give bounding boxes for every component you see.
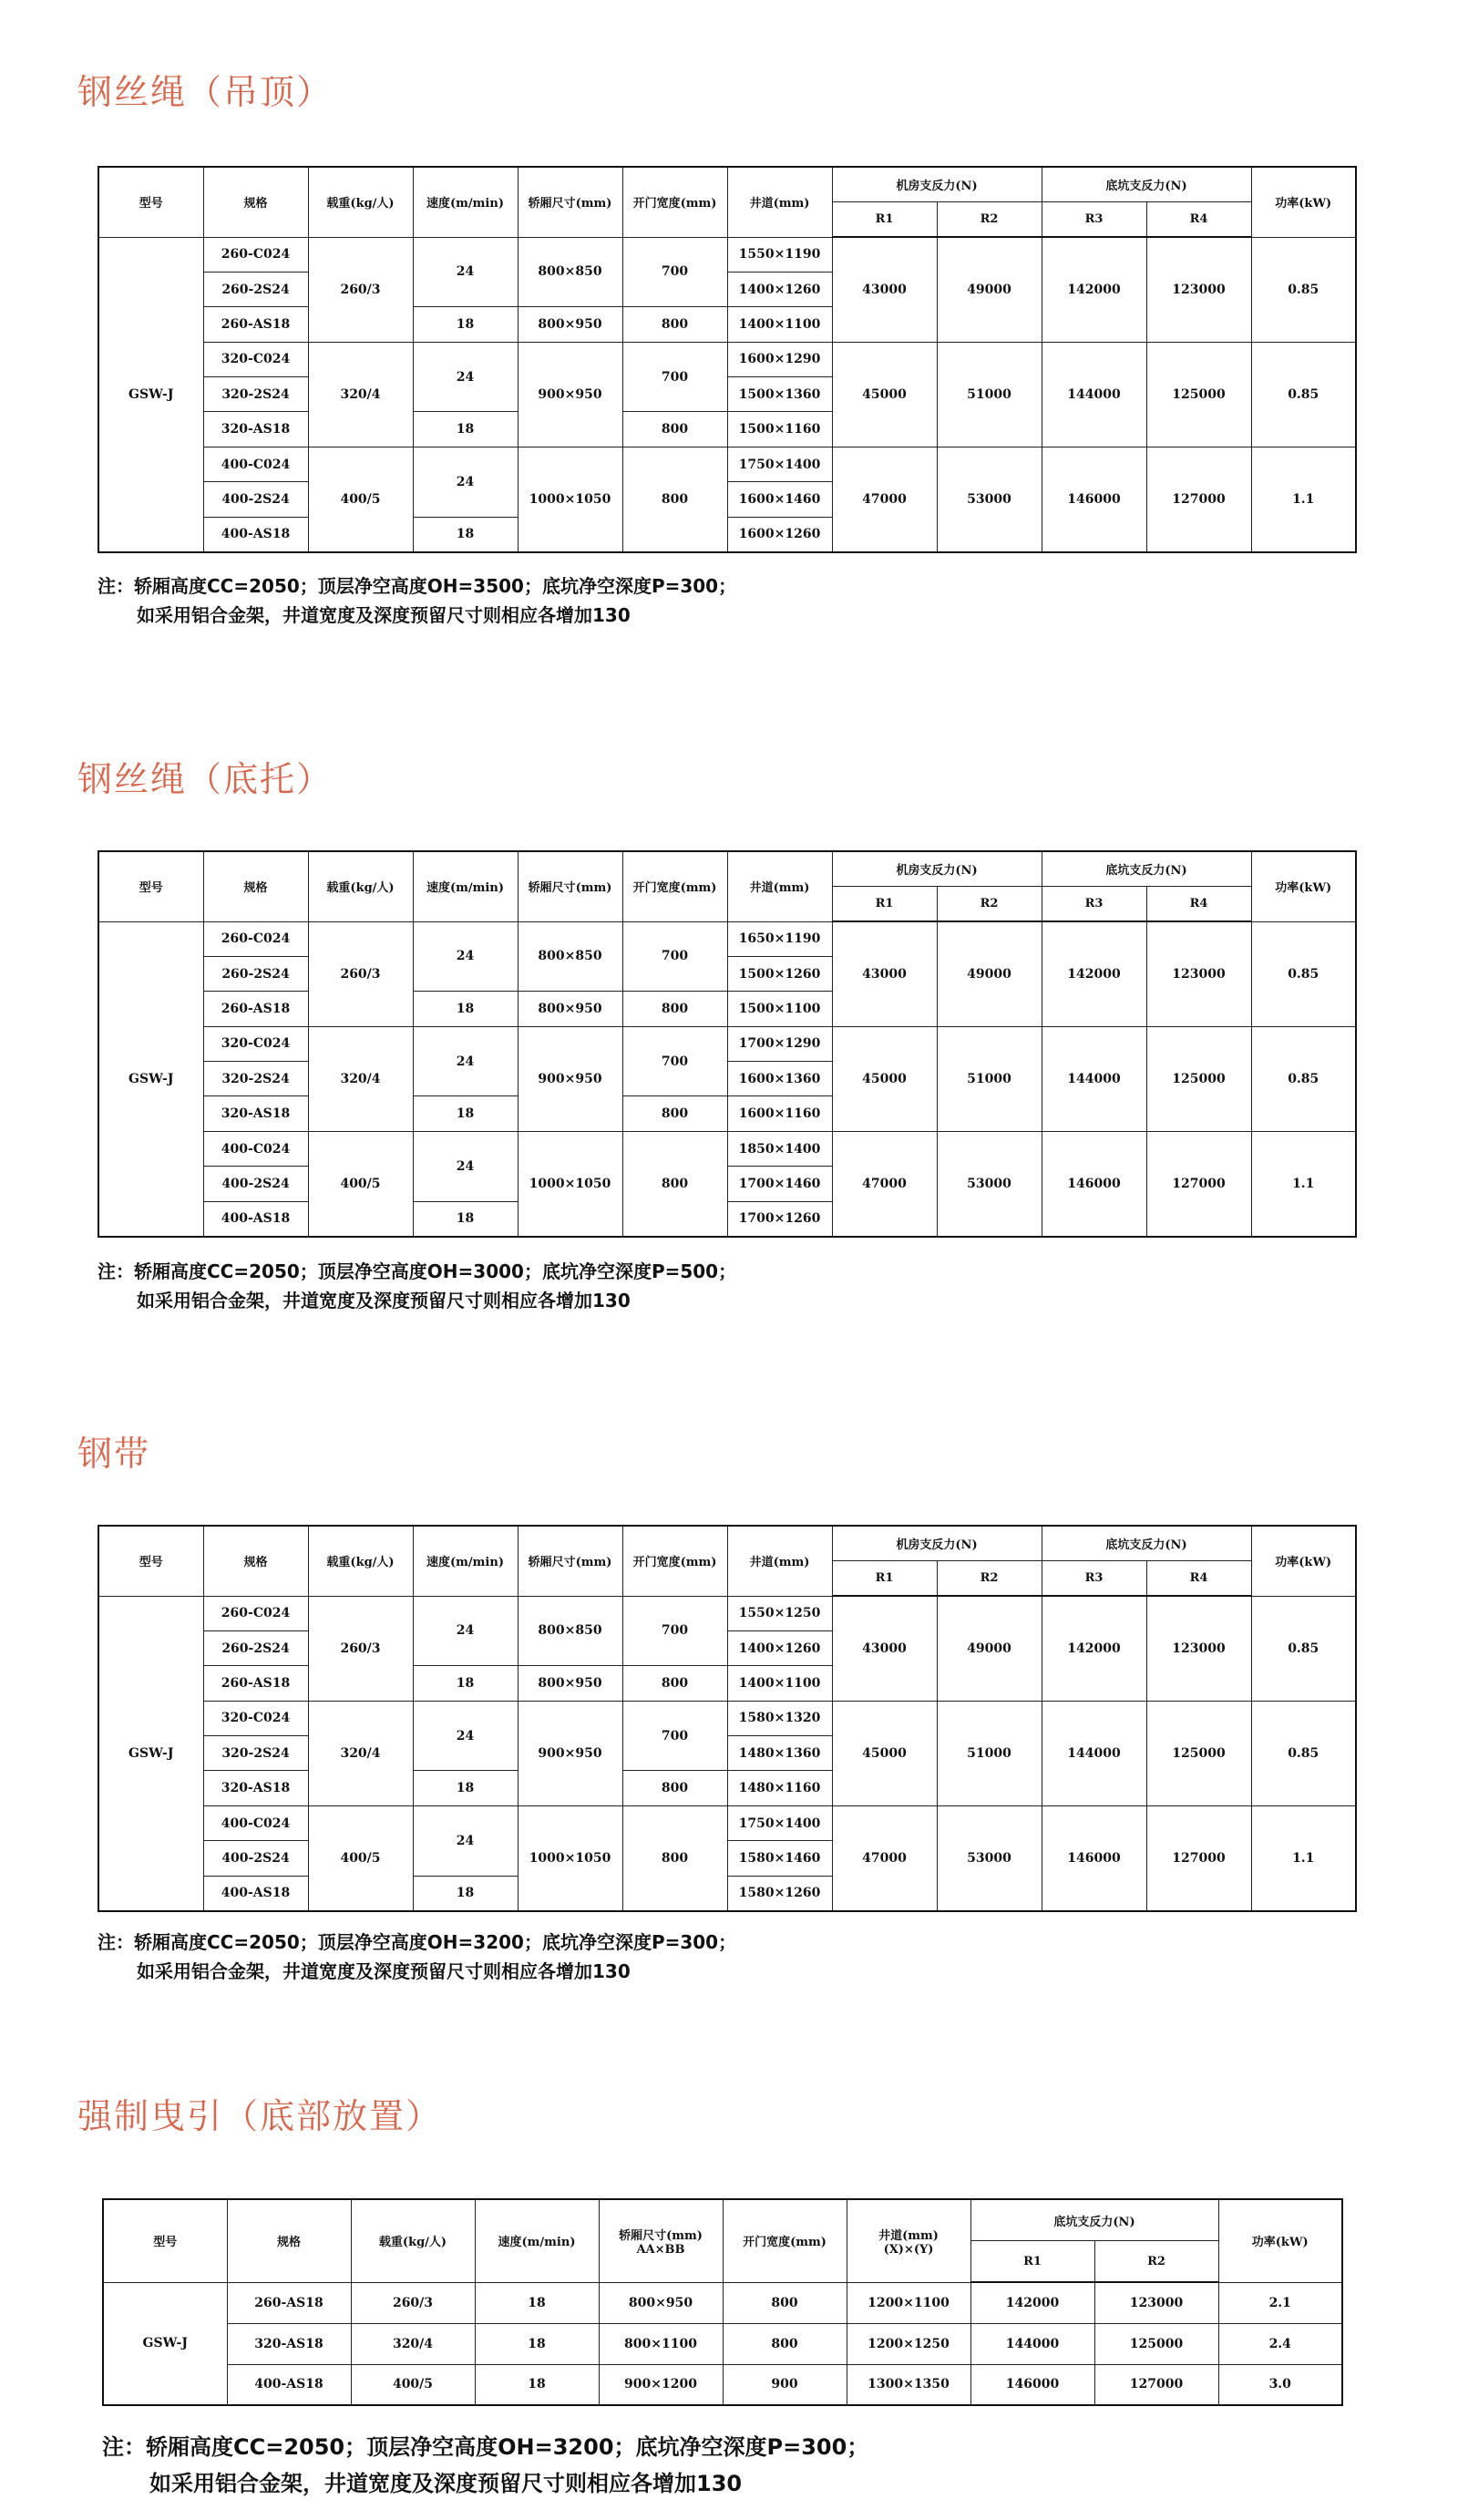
cell-door: 800 <box>622 412 727 447</box>
cell-power: 0.85 <box>1251 1701 1356 1805</box>
cell-spec: 400-C024 <box>203 447 308 481</box>
header-pit-force: 底坑支反力(N) <box>1042 851 1251 887</box>
header-pit-force: 底坑支反力(N) <box>1042 167 1251 202</box>
cell-power: 0.85 <box>1251 342 1356 447</box>
cell-door: 800 <box>622 307 727 342</box>
table-row <box>98 1701 1356 1735</box>
cell-car-size: 800×950 <box>599 2282 723 2323</box>
table-row <box>98 1131 1356 1166</box>
cell-load: 320/4 <box>308 342 413 447</box>
header-spec: 规格 <box>227 2199 351 2282</box>
cell-load: 320/4 <box>351 2323 475 2364</box>
cell-speed: 18 <box>413 1666 518 1701</box>
cell-shaft: 1400×1100 <box>727 1666 832 1701</box>
cell-r1: 43000 <box>832 921 937 1026</box>
header-load: 载重(kg/人) <box>308 851 413 921</box>
cell-power: 0.85 <box>1251 1596 1356 1701</box>
cell-shaft: 1550×1250 <box>727 1596 832 1630</box>
header-r3: R3 <box>1042 1561 1146 1597</box>
cell-car-size: 900×950 <box>518 342 622 447</box>
header-shaft-sub: (X)×(Y) <box>883 2242 934 2257</box>
cell-shaft: 1600×1260 <box>727 517 832 551</box>
header-machine-room-force: 机房支反力(N) <box>832 1526 1042 1561</box>
cell-spec: 320-AS18 <box>203 1096 308 1131</box>
cell-spec: 400-AS18 <box>203 1876 308 1910</box>
header-shaft <box>847 2199 970 2282</box>
cell-r1: 142000 <box>970 2282 1094 2323</box>
header-model: 型号 <box>103 2199 227 2282</box>
header-car-size: 轿厢尺寸(mm) <box>518 1526 622 1596</box>
table-row <box>98 447 1356 481</box>
cell-car-size: 800×850 <box>518 921 622 992</box>
cell-door: 800 <box>723 2282 847 2323</box>
header-r1: R1 <box>832 202 937 238</box>
cell-shaft: 1200×1100 <box>847 2282 970 2323</box>
cell-spec: 260-2S24 <box>203 956 308 991</box>
table-row <box>103 2364 1342 2405</box>
cell-spec: 320-2S24 <box>203 1062 308 1096</box>
cell-speed: 18 <box>413 517 518 551</box>
note <box>102 2429 868 2502</box>
cell-shaft: 1500×1160 <box>727 412 832 447</box>
cell-spec: 400-AS18 <box>227 2364 351 2405</box>
cell-model: GSW-J <box>98 921 203 1237</box>
table-row <box>98 1026 1356 1061</box>
cell-door: 700 <box>622 1701 727 1771</box>
header-door-width: 开门宽度(mm) <box>622 1526 727 1596</box>
cell-spec: 260-AS18 <box>227 2282 351 2323</box>
header-car-size-sub: AA×BB <box>636 2242 685 2257</box>
cell-car-size: 900×950 <box>518 1701 622 1805</box>
cell-door: 800 <box>622 1805 727 1910</box>
cell-spec: 320-2S24 <box>203 377 308 412</box>
table-row <box>103 2282 1342 2323</box>
cell-load: 260/3 <box>351 2282 475 2323</box>
cell-power: 1.1 <box>1251 1131 1356 1236</box>
cell-model: GSW-J <box>98 237 203 552</box>
header-shaft: 井道(mm) <box>727 1526 832 1596</box>
cell-shaft: 1500×1360 <box>727 377 832 412</box>
cell-shaft: 1480×1360 <box>727 1736 832 1771</box>
table-row <box>98 1805 1356 1840</box>
note-line-2: 如采用铝合金架，井道宽度及深度预留尺寸则相应各增加130 <box>137 1290 631 1311</box>
cell-speed: 18 <box>413 1096 518 1131</box>
cell-shaft: 1550×1190 <box>727 237 832 272</box>
header-spec: 规格 <box>203 851 308 921</box>
cell-r1: 47000 <box>832 447 937 551</box>
cell-car-size: 800×950 <box>518 1666 622 1701</box>
cell-shaft: 1400×1260 <box>727 272 832 306</box>
header-door-width: 开门宽度(mm) <box>622 167 727 237</box>
cell-spec: 400-2S24 <box>203 1841 308 1876</box>
header-power: 功率(kW) <box>1251 851 1356 921</box>
cell-car-size: 900×1200 <box>599 2364 723 2405</box>
cell-car-size: 800×850 <box>518 237 622 307</box>
cell-door: 700 <box>622 921 727 992</box>
header-r2: R2 <box>937 1561 1042 1597</box>
cell-r1: 45000 <box>832 1701 937 1805</box>
cell-power: 2.4 <box>1218 2323 1342 2364</box>
note-line-2: 如采用铝合金架，井道宽度及深度预留尺寸则相应各增加130 <box>137 604 631 626</box>
cell-model: GSW-J <box>98 1596 203 1911</box>
cell-spec: 320-C024 <box>203 1026 308 1061</box>
cell-power: 0.85 <box>1251 1026 1356 1131</box>
cell-shaft: 1400×1260 <box>727 1630 832 1665</box>
cell-car-size: 800×1100 <box>599 2323 723 2364</box>
cell-spec: 260-AS18 <box>203 992 308 1026</box>
cell-door: 700 <box>622 237 727 307</box>
cell-shaft: 1580×1320 <box>727 1701 832 1735</box>
cell-shaft: 1500×1260 <box>727 956 832 991</box>
spec-table-bottom-placement <box>102 2198 1343 2406</box>
header-car-size <box>599 2199 723 2282</box>
header-machine-room-force: 机房支反力(N) <box>832 851 1042 887</box>
cell-load: 320/4 <box>308 1026 413 1131</box>
header-r2: R2 <box>1094 2241 1218 2283</box>
cell-car-size: 900×950 <box>518 1026 622 1131</box>
cell-speed: 18 <box>413 992 518 1026</box>
cell-spec: 400-C024 <box>203 1805 308 1840</box>
cell-speed: 18 <box>475 2323 599 2364</box>
header-car-size: 轿厢尺寸(mm) <box>518 167 622 237</box>
cell-r3: 144000 <box>1042 342 1146 447</box>
header-load: 载重(kg/人) <box>351 2199 475 2282</box>
cell-r2: 51000 <box>937 342 1042 447</box>
note-line-1: 注：轿厢高度CC=2050；顶层净空高度OH=3200；底坑净空深度P=300； <box>102 2434 869 2460</box>
cell-r4: 125000 <box>1146 1026 1251 1131</box>
cell-power: 1.1 <box>1251 447 1356 551</box>
header-r4: R4 <box>1146 887 1251 922</box>
header-shaft: 井道(mm) <box>727 851 832 921</box>
cell-spec: 320-2S24 <box>203 1736 308 1771</box>
cell-speed: 24 <box>413 447 518 517</box>
cell-spec: 260-AS18 <box>203 307 308 342</box>
cell-shaft: 1400×1100 <box>727 307 832 342</box>
cell-spec: 320-AS18 <box>227 2323 351 2364</box>
cell-door: 700 <box>622 1596 727 1666</box>
header-model: 型号 <box>98 1526 203 1596</box>
cell-r1: 144000 <box>970 2323 1094 2364</box>
header-r4: R4 <box>1146 202 1251 238</box>
cell-door: 800 <box>622 1096 727 1131</box>
cell-spec: 320-AS18 <box>203 412 308 447</box>
cell-load: 400/5 <box>351 2364 475 2405</box>
cell-speed: 18 <box>413 412 518 447</box>
cell-r2: 51000 <box>937 1026 1042 1131</box>
cell-spec: 320-C024 <box>203 342 308 376</box>
cell-car-size: 1000×1050 <box>518 1131 622 1236</box>
cell-power: 0.85 <box>1251 237 1356 342</box>
note <box>98 1257 736 1315</box>
header-r2: R2 <box>937 887 1042 922</box>
cell-speed: 24 <box>413 1596 518 1666</box>
cell-door: 900 <box>723 2364 847 2405</box>
cell-r1: 45000 <box>832 342 937 447</box>
cell-speed: 18 <box>413 1771 518 1805</box>
cell-r2: 49000 <box>937 1596 1042 1701</box>
table-row <box>98 237 1356 272</box>
note-line-2: 如采用铝合金架，井道宽度及深度预留尺寸则相应各增加130 <box>137 1960 631 1982</box>
cell-r3: 144000 <box>1042 1026 1146 1131</box>
table-row <box>98 1596 1356 1630</box>
cell-speed: 24 <box>413 237 518 307</box>
cell-load: 260/3 <box>308 921 413 1026</box>
cell-speed: 18 <box>413 1876 518 1910</box>
cell-r3: 142000 <box>1042 237 1146 342</box>
header-speed: 速度(m/min) <box>413 167 518 237</box>
cell-door: 800 <box>622 992 727 1026</box>
cell-r1: 47000 <box>832 1805 937 1910</box>
cell-spec: 400-AS18 <box>203 1201 308 1236</box>
cell-r2: 51000 <box>937 1701 1042 1805</box>
cell-r3: 146000 <box>1042 447 1146 551</box>
cell-power: 3.0 <box>1218 2364 1342 2405</box>
header-spec: 规格 <box>203 1526 308 1596</box>
cell-door: 700 <box>622 1026 727 1096</box>
cell-r4: 127000 <box>1146 1805 1251 1910</box>
cell-load: 320/4 <box>308 1701 413 1805</box>
note-line-2: 如采用铝合金架，井道宽度及深度预留尺寸则相应各增加130 <box>149 2471 743 2496</box>
cell-door: 800 <box>723 2323 847 2364</box>
cell-r2: 49000 <box>937 921 1042 1026</box>
note-line-1: 注：轿厢高度CC=2050；顶层净空高度OH=3500；底坑净空深度P=300； <box>98 575 737 597</box>
cell-shaft: 1300×1350 <box>847 2364 970 2405</box>
header-door-width: 开门宽度(mm) <box>723 2199 847 2282</box>
header-pit-force: 底坑支反力(N) <box>970 2199 1218 2241</box>
cell-load: 260/3 <box>308 1596 413 1701</box>
cell-car-size: 800×950 <box>518 992 622 1026</box>
cell-spec: 260-2S24 <box>203 1630 308 1665</box>
header-r1: R1 <box>832 1561 937 1597</box>
cell-r4: 125000 <box>1146 1701 1251 1805</box>
cell-shaft: 1600×1290 <box>727 342 832 376</box>
cell-r4: 127000 <box>1146 447 1251 551</box>
spec-table <box>98 166 1357 553</box>
cell-spec: 260-C024 <box>203 1596 308 1630</box>
section-title: 钢丝绳（吊顶） <box>77 72 334 112</box>
cell-power: 0.85 <box>1251 921 1356 1026</box>
header-speed: 速度(m/min) <box>413 1526 518 1596</box>
spec-table <box>98 850 1357 1238</box>
section-title: 钢丝绳（底托） <box>77 759 334 799</box>
cell-spec: 400-2S24 <box>203 482 308 517</box>
header-power: 功率(kW) <box>1251 167 1356 237</box>
section-title: 强制曳引（底部放置） <box>77 2096 443 2136</box>
header-model: 型号 <box>98 851 203 921</box>
cell-spec: 320-AS18 <box>203 1771 308 1805</box>
cell-car-size: 800×850 <box>518 1596 622 1666</box>
cell-r4: 123000 <box>1146 921 1251 1026</box>
cell-shaft: 1600×1360 <box>727 1062 832 1096</box>
header-pit-force: 底坑支反力(N) <box>1042 1526 1251 1561</box>
cell-r3: 146000 <box>1042 1805 1146 1910</box>
cell-speed: 18 <box>475 2364 599 2405</box>
cell-r2: 123000 <box>1094 2282 1218 2323</box>
cell-r4: 123000 <box>1146 237 1251 342</box>
note <box>98 1928 736 1986</box>
cell-shaft: 1480×1160 <box>727 1771 832 1805</box>
cell-shaft: 1200×1250 <box>847 2323 970 2364</box>
table-row <box>98 342 1356 376</box>
cell-speed: 18 <box>413 307 518 342</box>
cell-r3: 144000 <box>1042 1701 1146 1805</box>
header-r3: R3 <box>1042 887 1146 922</box>
header-machine-room-force: 机房支反力(N) <box>832 167 1042 202</box>
note <box>98 571 736 630</box>
cell-r2: 53000 <box>937 1805 1042 1910</box>
cell-speed: 24 <box>413 1701 518 1771</box>
cell-shaft: 1600×1460 <box>727 482 832 517</box>
header-door-width: 开门宽度(mm) <box>622 851 727 921</box>
header-shaft: 井道(mm) <box>727 167 832 237</box>
cell-load: 400/5 <box>308 1805 413 1910</box>
table-row <box>98 921 1356 956</box>
cell-speed: 24 <box>413 921 518 992</box>
cell-r1: 43000 <box>832 237 937 342</box>
header-shaft-label: 井道(mm) <box>878 2228 939 2243</box>
cell-r2: 125000 <box>1094 2323 1218 2364</box>
cell-r1: 45000 <box>832 1026 937 1131</box>
cell-spec: 320-C024 <box>203 1701 308 1735</box>
cell-spec: 400-2S24 <box>203 1167 308 1201</box>
cell-spec: 260-AS18 <box>203 1666 308 1701</box>
cell-door: 800 <box>622 1131 727 1236</box>
header-car-size: 轿厢尺寸(mm) <box>518 851 622 921</box>
cell-r3: 142000 <box>1042 1596 1146 1701</box>
header-r2: R2 <box>937 202 1042 238</box>
cell-r1: 43000 <box>832 1596 937 1701</box>
cell-load: 400/5 <box>308 1131 413 1236</box>
table-row <box>103 2323 1342 2364</box>
cell-shaft: 1700×1260 <box>727 1201 832 1236</box>
cell-spec: 260-C024 <box>203 237 308 272</box>
header-r1: R1 <box>970 2241 1094 2283</box>
cell-door: 800 <box>622 1771 727 1805</box>
header-model: 型号 <box>98 167 203 237</box>
cell-speed: 24 <box>413 1805 518 1876</box>
cell-r1: 47000 <box>832 1131 937 1236</box>
section-title: 钢带 <box>77 1434 151 1474</box>
spec-table <box>98 1525 1357 1912</box>
cell-spec: 260-2S24 <box>203 272 308 306</box>
cell-shaft: 1750×1400 <box>727 1805 832 1840</box>
cell-r2: 127000 <box>1094 2364 1218 2405</box>
cell-shaft: 1700×1290 <box>727 1026 832 1061</box>
cell-shaft: 1580×1260 <box>727 1876 832 1910</box>
cell-shaft: 1700×1460 <box>727 1167 832 1201</box>
cell-r3: 142000 <box>1042 921 1146 1026</box>
cell-r3: 146000 <box>1042 1131 1146 1236</box>
header-r1: R1 <box>832 887 937 922</box>
cell-shaft: 1600×1160 <box>727 1096 832 1131</box>
cell-speed: 18 <box>475 2282 599 2323</box>
cell-shaft: 1850×1400 <box>727 1131 832 1166</box>
cell-r4: 127000 <box>1146 1131 1251 1236</box>
cell-door: 800 <box>622 1666 727 1701</box>
cell-shaft: 1500×1100 <box>727 992 832 1026</box>
cell-shaft: 1750×1400 <box>727 447 832 481</box>
cell-spec: 400-AS18 <box>203 517 308 551</box>
cell-door: 800 <box>622 447 727 551</box>
header-load: 载重(kg/人) <box>308 167 413 237</box>
header-power: 功率(kW) <box>1218 2199 1342 2282</box>
cell-load: 260/3 <box>308 237 413 342</box>
cell-speed: 24 <box>413 342 518 412</box>
note-line-1: 注：轿厢高度CC=2050；顶层净空高度OH=3200；底坑净空深度P=300； <box>98 1931 737 1953</box>
cell-spec: 400-C024 <box>203 1131 308 1166</box>
note-line-1: 注：轿厢高度CC=2050；顶层净空高度OH=3000；底坑净空深度P=500； <box>98 1260 737 1282</box>
header-r3: R3 <box>1042 202 1146 238</box>
cell-car-size: 800×950 <box>518 307 622 342</box>
header-speed: 速度(m/min) <box>413 851 518 921</box>
cell-power: 1.1 <box>1251 1805 1356 1910</box>
header-spec: 规格 <box>203 167 308 237</box>
header-power: 功率(kW) <box>1251 1526 1356 1596</box>
cell-load: 400/5 <box>308 447 413 551</box>
cell-r2: 53000 <box>937 447 1042 551</box>
cell-r1: 146000 <box>970 2364 1094 2405</box>
cell-r4: 123000 <box>1146 1596 1251 1701</box>
cell-r2: 49000 <box>937 237 1042 342</box>
header-car-size-label: 轿厢尺寸(mm) <box>619 2228 703 2243</box>
cell-speed: 24 <box>413 1026 518 1096</box>
cell-spec: 260-C024 <box>203 921 308 956</box>
header-r4: R4 <box>1146 1561 1251 1597</box>
cell-speed: 24 <box>413 1131 518 1201</box>
header-load: 载重(kg/人) <box>308 1526 413 1596</box>
cell-r4: 125000 <box>1146 342 1251 447</box>
cell-speed: 18 <box>413 1201 518 1236</box>
cell-shaft: 1650×1190 <box>727 921 832 956</box>
cell-r2: 53000 <box>937 1131 1042 1236</box>
header-speed: 速度(m/min) <box>475 2199 599 2282</box>
cell-model: GSW-J <box>103 2282 227 2405</box>
cell-car-size: 1000×1050 <box>518 1805 622 1910</box>
cell-power: 2.1 <box>1218 2282 1342 2323</box>
cell-shaft: 1580×1460 <box>727 1841 832 1876</box>
cell-car-size: 1000×1050 <box>518 447 622 551</box>
cell-door: 700 <box>622 342 727 412</box>
